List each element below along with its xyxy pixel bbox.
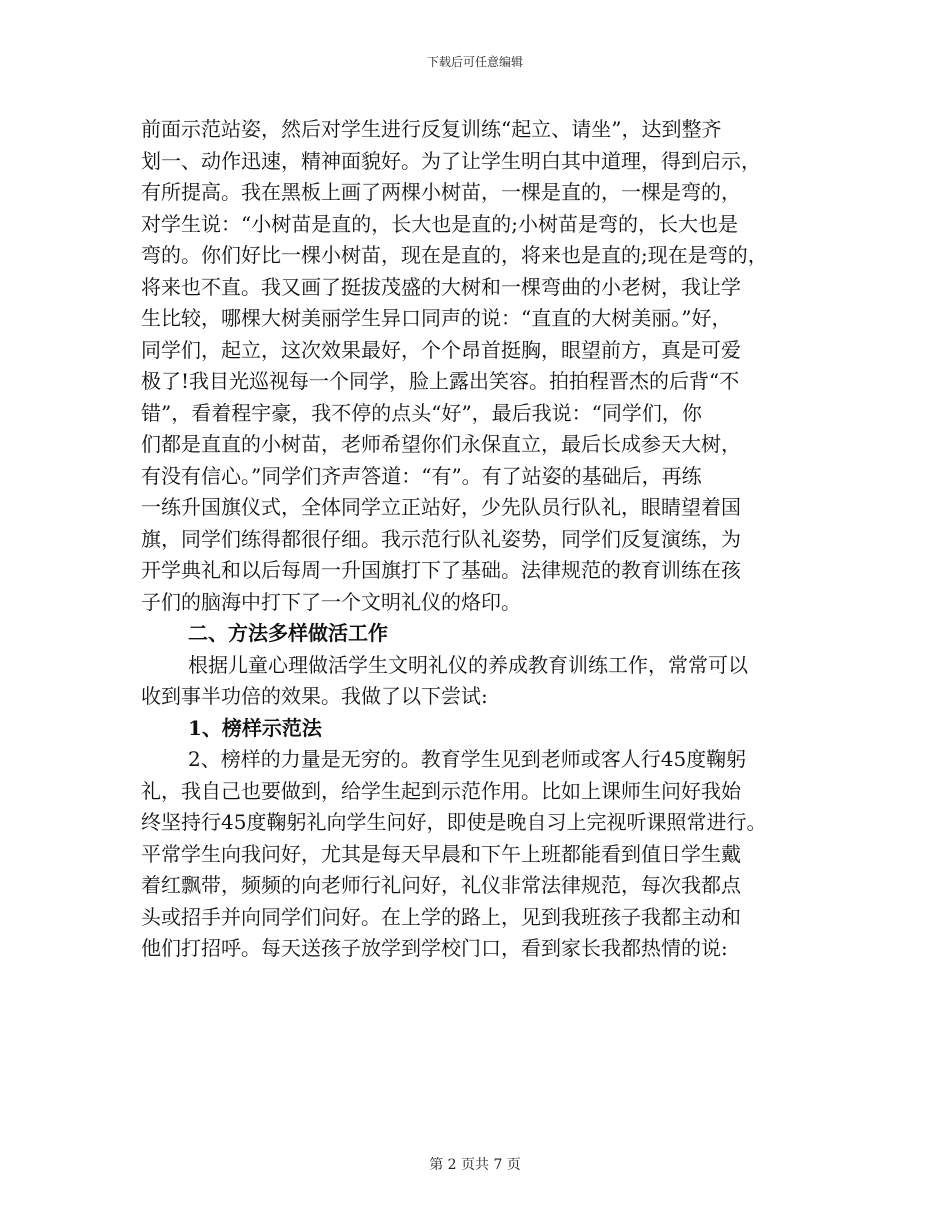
- text-line: 旗，同学们练得都很仔细。我示范行队礼姿势，同学们反复演练，为: [141, 526, 741, 551]
- page-header: 下载后可任意编辑: [426, 55, 523, 69]
- text-line: 对学生说：“小树苗是直的，长大也是直的;小树苗是弯的，长大也是: [141, 211, 738, 236]
- text-line: 平常学生向我问好，尤其是每天早晨和下午上班都能看到值日学生戴: [141, 841, 741, 866]
- text-line: 开学典礼和以后每周一升国旗打下了基础。法律规范的教育训练在孩: [141, 558, 741, 582]
- text-line: 一练升国旗仪式，全体同学立正站好，少先队员行队礼，眼睛望着国: [141, 495, 741, 519]
- text-line: 礼，我自己也要做到，给学生起到示范作用。比如上课师生问好我始: [141, 778, 741, 803]
- text-line: 弯的。你们好比一棵小树苗，现在是直的，将来也是直的;现在是弯的，: [141, 243, 768, 267]
- section-heading: 1、榜样示范法: [188, 715, 322, 740]
- text-line: 划一、动作迅速，精神面貌好。为了让学生明白其中道理，得到启示，: [141, 148, 761, 173]
- text-line: 子们的脑海中打下了一个文明礼仪的烙印。: [141, 589, 521, 614]
- text-line: 2、榜样的力量是无穷的。教育学生见到老师或客人行45度鞠躬: [188, 747, 747, 771]
- text-line: 他们打招呼。每天送孩子放学到学校门口，看到家长我都热情的说:: [141, 936, 728, 960]
- section-heading: 二、方法多样做活工作: [188, 621, 388, 645]
- text-line: 有没有信心。”同学们齐声答道：“有”。有了站姿的基础后，再练: [141, 463, 702, 488]
- text-line: 前面示范站姿，然后对学生进行反复训练“起立、请坐”，达到整齐: [141, 117, 722, 141]
- text-line: 有所提高。我在黑板上画了两棵小树苗，一棵是直的，一棵是弯的，: [141, 180, 741, 204]
- text-line: 错”，看着程宇豪，我不停的点头“好”，最后我说：“同学们，你: [141, 400, 702, 425]
- text-line: 将来也不直。我又画了挺拔茂盛的大树和一棵弯曲的小老树，我让学: [141, 274, 741, 299]
- text-line: 极了!我目光巡视每一个同学，脸上露出笑容。拍拍程晋杰的后背“不: [141, 369, 740, 393]
- text-line: 着红飘带，频频的向老师行礼问好，礼仪非常法律规范，每次我都点: [141, 873, 741, 897]
- text-line: 头或招手并向同学们问好。在上学的路上，见到我班孩子我都主动和: [141, 904, 741, 929]
- text-line: 收到事半功倍的效果。我做了以下尝试:: [141, 684, 488, 708]
- text-line: 终坚持行45度鞠躬礼向学生问好，即使是晚自习上完视听课照常进行。: [141, 810, 767, 834]
- text-line: 们都是直直的小树苗，老师希望你们永保直立，最后长成参天大树，: [141, 432, 741, 456]
- text-line: 根据儿童心理做活学生文明礼仪的养成教育训练工作，常常可以: [188, 652, 748, 677]
- document-body: [141, 114, 841, 965]
- page-footer: 第 2 页共 7 页: [429, 1157, 521, 1173]
- text-line: 同学们，起立，这次效果最好，个个昂首挺胸，眼望前方，真是可爱: [141, 337, 741, 362]
- text-line: 生比较，哪棵大树美丽学生异口同声的说：“直直的大树美丽。”好，: [141, 306, 732, 330]
